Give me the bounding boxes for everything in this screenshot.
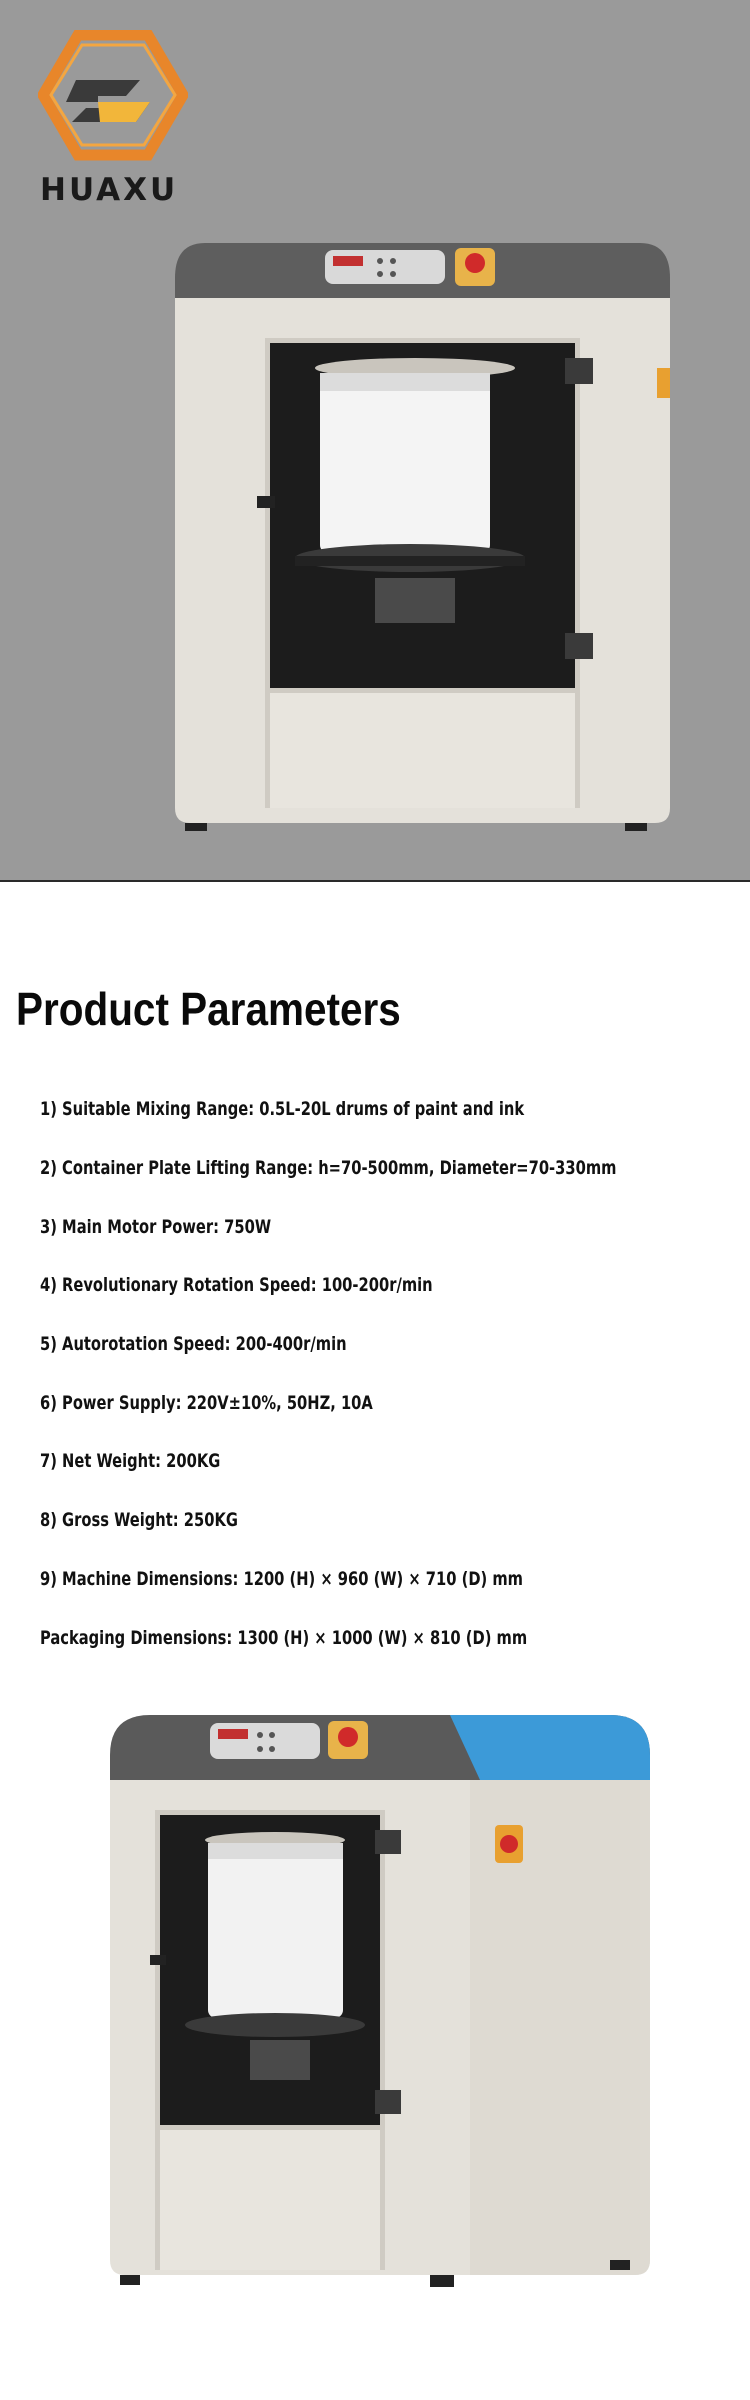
parameter-item: 9) Machine Dimensions: 1200 (H) × 960 (W) × 710 (D) mm: [40, 1567, 523, 1590]
parameter-item: 3) Main Motor Power: 750W: [40, 1215, 272, 1238]
parameter-item: 1) Suitable Mixing Range: 0.5L-20L drums of paint and ink: [40, 1098, 525, 1121]
parameter-item: 7) Net Weight: 200KG: [40, 1450, 221, 1473]
parameter-list: [40, 1080, 740, 1667]
parameter-item: 5) Autorotation Speed: 200-400r/min: [40, 1333, 347, 1356]
parameter-item: 4) Revolutionary Rotation Speed: 100-200r/min: [40, 1274, 433, 1297]
mixer-machine-image-blue: [110, 1715, 650, 2295]
mixer-machine-image: [175, 238, 670, 838]
parameter-item: Packaging Dimensions: 1300 (H) × 1000 (W) × 810 (D) mm: [40, 1626, 528, 1649]
product-parameters-title: Product Parameters: [16, 983, 401, 1035]
parameter-item: 6) Power Supply: 220V±10%, 50HZ, 10A: [40, 1391, 373, 1414]
hero-divider: [0, 880, 750, 882]
hero-banner: [0, 0, 750, 880]
parameter-item: 2) Container Plate Lifting Range: h=70-500mm, Diameter=70-330mm: [40, 1157, 617, 1180]
parameter-item: 8) Gross Weight: 250KG: [40, 1509, 238, 1532]
logo-text: HUAXU: [40, 172, 179, 208]
